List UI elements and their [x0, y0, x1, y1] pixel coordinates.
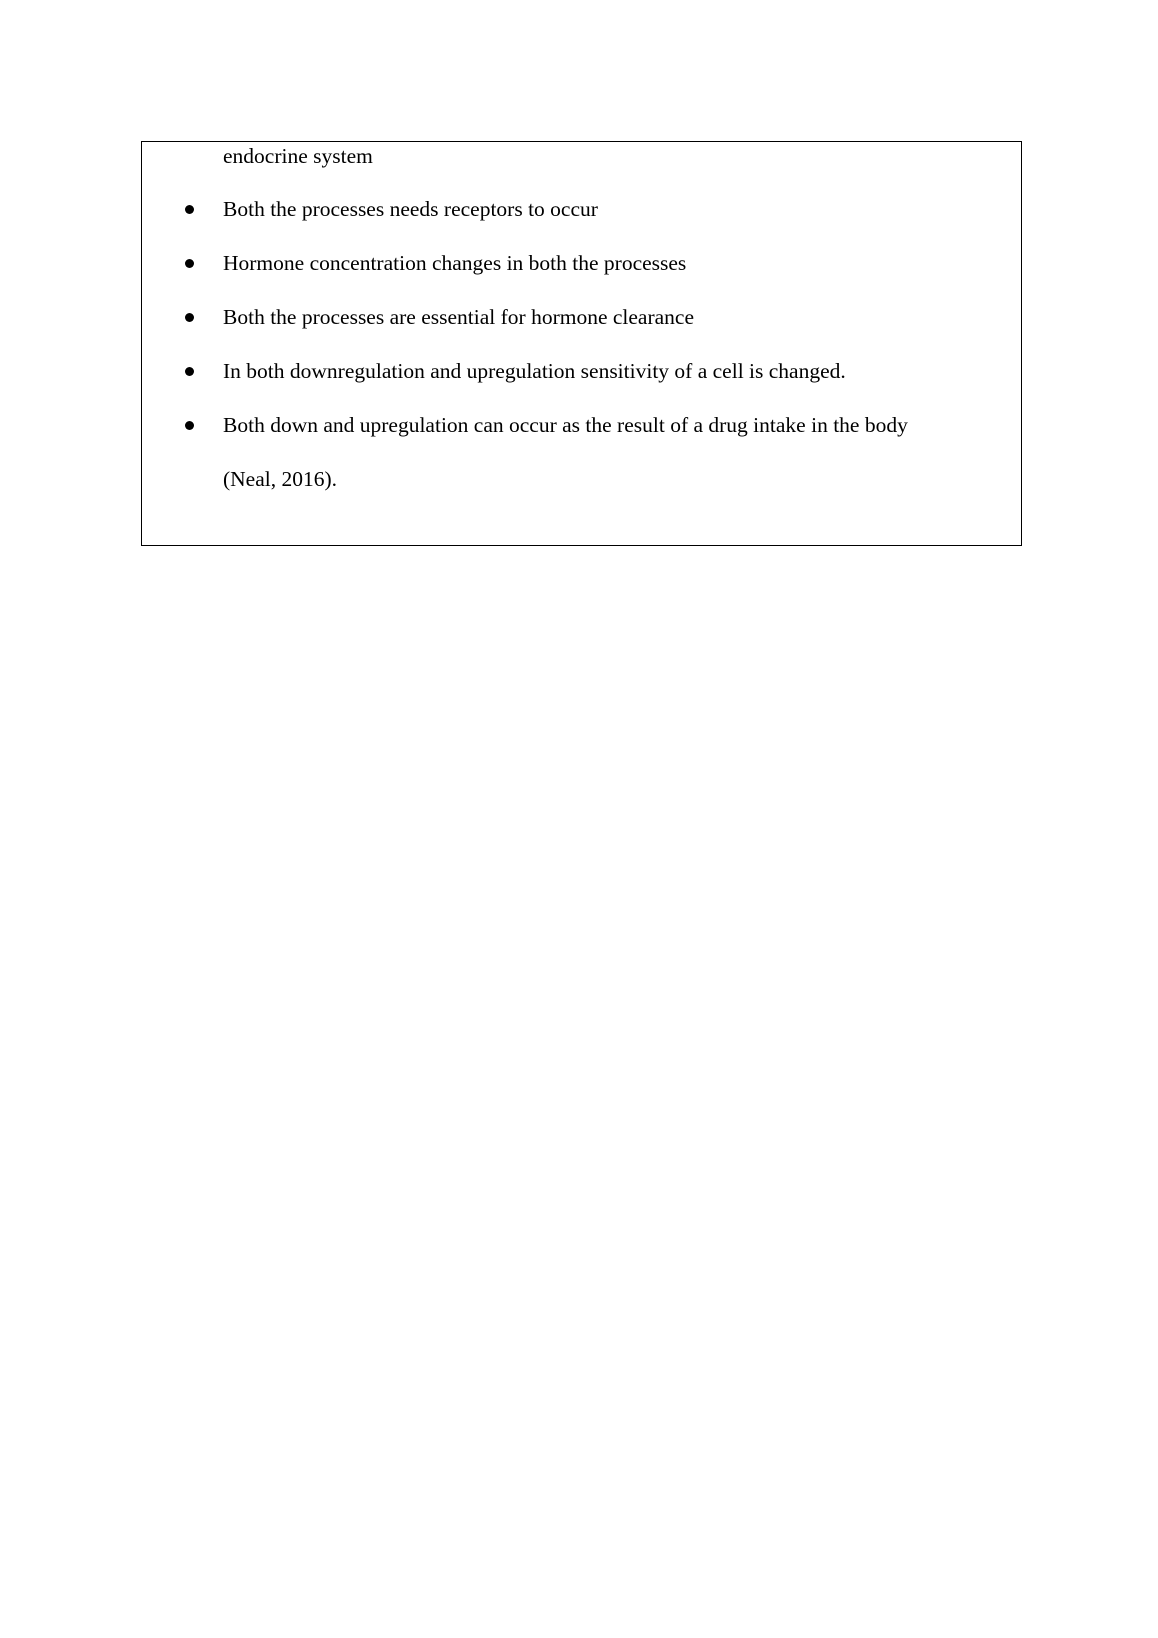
bullet-icon	[185, 313, 194, 322]
bullet-text: Both the processes are essential for hormone clearance	[223, 305, 695, 329]
bullet-icon	[185, 205, 194, 214]
bordered-text-box	[141, 141, 1022, 546]
bullet-text: Hormone concentration changes in both the processes	[223, 251, 687, 275]
bullet-text: Both down and upregulation can occur as the result of a drug intake in the body	[223, 413, 908, 437]
bullet-text: Both the processes needs receptors to occur	[223, 197, 598, 221]
bullet-icon	[185, 259, 194, 268]
bullet-icon	[185, 421, 194, 430]
bullet-icon	[185, 367, 194, 376]
continued-line: endocrine system	[223, 144, 373, 168]
citation-line: (Neal, 2016).	[223, 467, 338, 491]
bullet-text: In both downregulation and upregulation sensitivity of a cell is changed.	[223, 359, 846, 383]
